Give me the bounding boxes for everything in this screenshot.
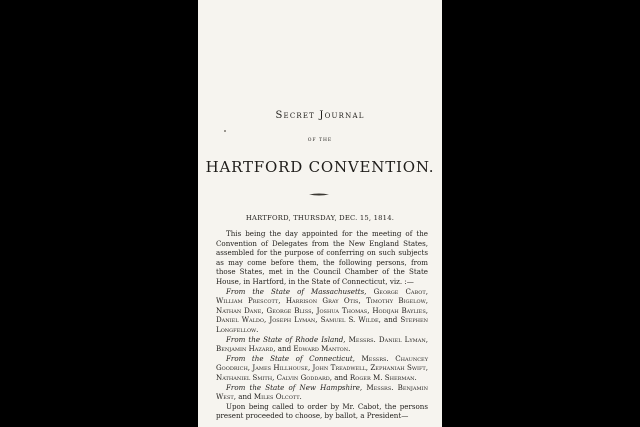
new-hampshire-label: From the State of New Hampshire, [226,382,363,392]
rhode-island-delegates [216,335,428,354]
opening-paragraph: This being the day appointed for the meeting of the Convention of Delegates from the New England States, assembled for the purpose of conferring on such subjects as may come before them, the following persons, from those States, met in the Council Chamber of the State House, in Hartford, in the State of Connecticut, viz. :— [216,229,428,286]
document-page [198,0,442,427]
massachusetts-last-name: Stephen Longfellow. [216,315,428,334]
connecticut-last-name: Roger M. Sherman. [349,372,417,382]
ornament-rule-icon [309,193,329,196]
journal-heading: Secret Journal [275,110,365,121]
new-hampshire-last-name: Miles Olcott. [253,392,302,402]
connecticut-and: and [334,372,348,382]
new-hampshire-and: and [238,392,252,402]
rhode-island-last-name: Edward Manton. [293,344,351,354]
new-hampshire-delegates [216,383,428,402]
connecticut-names: Messrs. Chauncey Goodrich, James Hillhouse, John Treadwell, Zephaniah Swift, Nathaniel Smith, Calvin Goddard, [216,353,429,382]
massachusetts-delegates [216,287,428,335]
heading-of-the: OF THE [307,138,333,143]
rhode-island-label: From the State of Rhode Island, [226,334,346,344]
massachusetts-and: and [383,315,398,325]
dateline: HARTFORD, THURSDAY, DEC. 15, 1814. [245,214,395,222]
new-hampshire-names: Messrs. Benjamin West, [216,382,428,402]
journal-body [216,229,428,421]
connecticut-delegates [216,354,428,383]
massachusetts-label: From the State of Massachusetts, [226,286,367,296]
connecticut-label: From the State of Connecticut, [226,353,355,363]
massachusetts-names: George Cabot, William Prescott, Harrison Gray Otis, Timothy Bigelow, Nathan Dane, George Bliss, Joshua Thomas, Hodijah Baylies, Daniel Waldo, Joseph Lyman, Samuel S. Wilde, [216,286,428,325]
rhode-island-and: and [277,344,292,354]
closing-paragraph: Upon being called to order by Mr. Cabot, the persons present proceeded to choose, by ballot, a President— [216,401,428,421]
paper-speck [224,130,226,132]
convention-title: HARTFORD CONVENTION. [205,158,435,176]
rhode-island-names: Messrs. Daniel Lyman, Benjamin Hazard, [216,334,428,354]
